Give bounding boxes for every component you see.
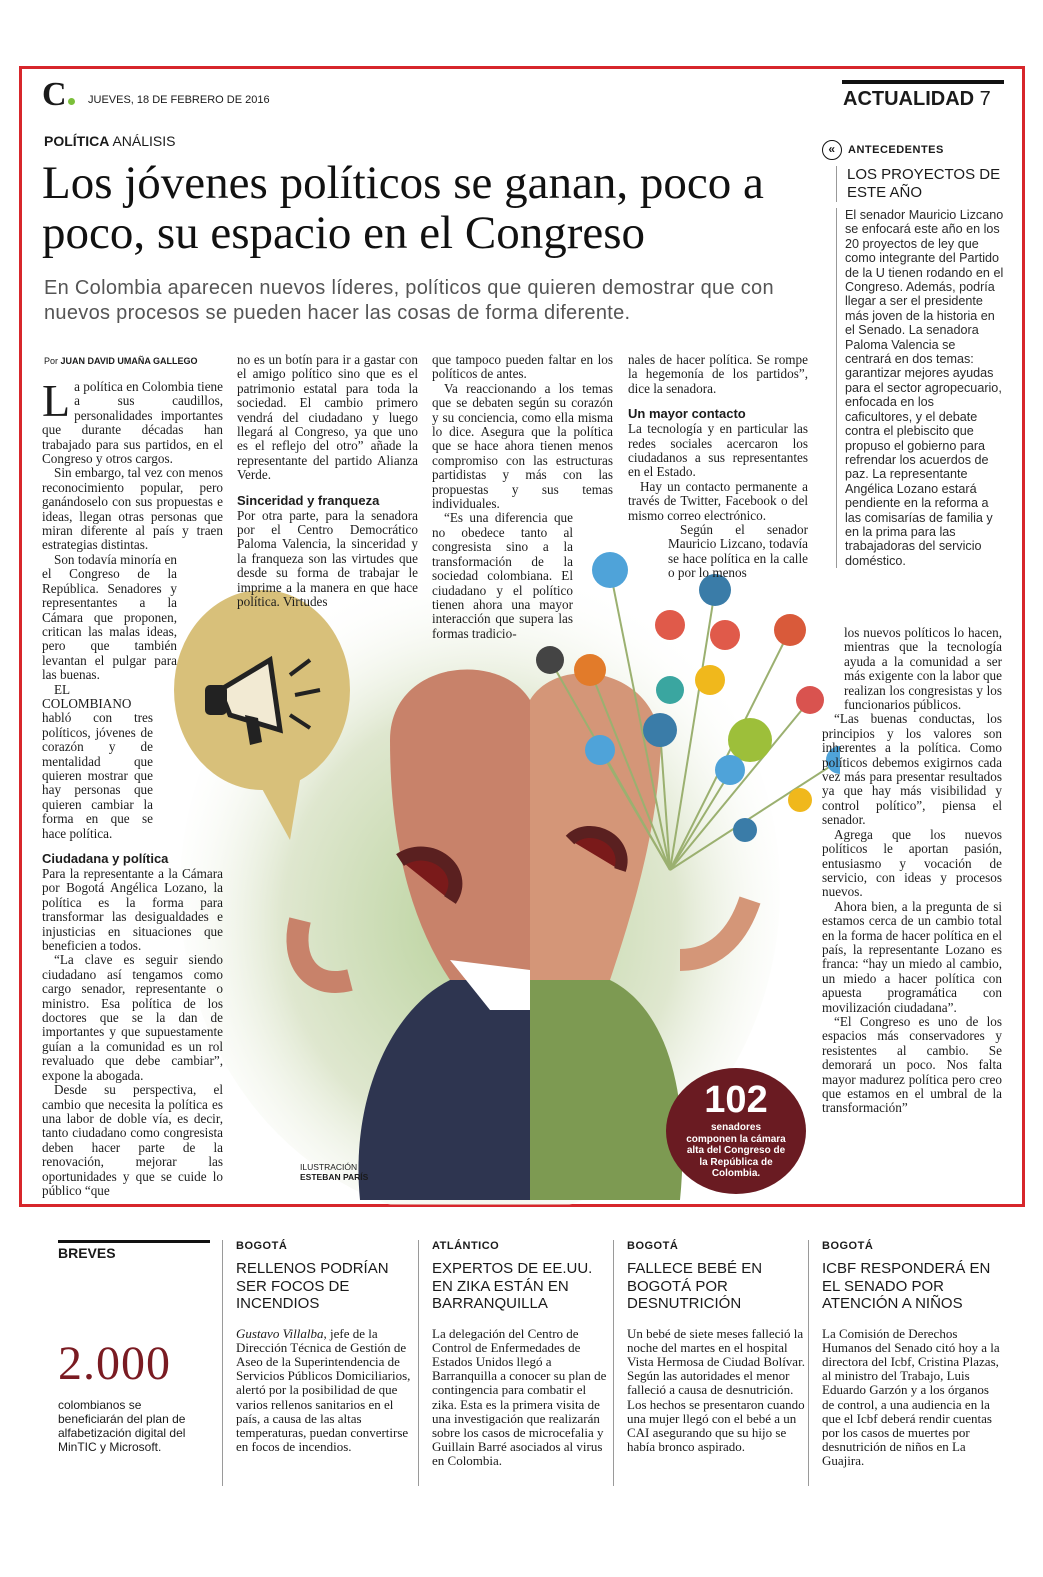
byline-author: JUAN DAVID UMAÑA GALLEGO: [60, 356, 198, 366]
paragraph: Son todavía minoría en el Congreso de la República. Senadores y representantes a la Cámara que proponen, critican las malas ideas, pero que también levantan el pulgar para las buenas.: [42, 551, 177, 683]
breve-item: [822, 1240, 1002, 1469]
breve-body: La delegación del Centro de Control de Enfermedades de Estados Unidos llegó a Barranquilla a conocer su plan de contingencia para combatir el zika. Esta es la primera visita de una investigación que realizarán sobre los casos de microcefalia y Guillain Barré asociados al virus en Colombia.: [432, 1325, 607, 1469]
mail-icon: [710, 620, 740, 650]
subhead: Sinceridad y franqueza: [237, 492, 380, 508]
credit-name: ESTEBAN PARÍS: [300, 1172, 369, 1182]
breve-location: BOGOTÁ: [822, 1240, 874, 1252]
page-number: 7: [979, 88, 991, 110]
kicker: [44, 133, 176, 149]
breve-location: BOGOTÁ: [627, 1240, 679, 1252]
breve-location: BOGOTÁ: [236, 1240, 288, 1252]
logo: [42, 76, 75, 113]
kicker-type: ANÁLISIS: [112, 133, 176, 149]
paragraph: Para la representante a la Cámara por Bogotá Angélica Lozano, la política es la forma para transformar las desigualdades e injusticias en situaciones que beneficien a todos.: [42, 866, 223, 954]
section-name: ACTUALIDAD: [843, 88, 975, 110]
paragraph: “Es una diferencia que no obedece tanto al congresista sino a la transformación de la sociedad colombiana. El ciudadano y el político tienen ahora una mayor interacción que supera las formas tradicio-: [432, 510, 573, 641]
badge-number: 102: [704, 1079, 768, 1121]
breves-stat-number: 2.000: [58, 1337, 171, 1390]
paragraph: La tecnología y en particular las redes sociales acercaron los ciudadanos a sus representantes en el Estado.: [628, 421, 808, 480]
globe-icon: [774, 614, 806, 646]
breve-body: La Comisión de Derechos Humanos del Senado citó hoy a la directora del Icbf, Cristina Plazas, al ministro del Trabajo, Luis Eduardo Garzón y a los órganos de control, a una audiencia en la que el Icbf deberá rendir cuentas por los casos de muertes por desnutrición de niños en La Guajira.: [822, 1325, 1000, 1469]
chevrons-left-icon: «: [822, 140, 842, 160]
sidebar-label-row: [828, 140, 1004, 160]
breves-divider: [808, 1240, 809, 1486]
paragraph: Agrega que los nuevos políticos le aportan pasión, entusiasmo y vocación de servicio, con ideas y procesos nuevos.: [822, 826, 1002, 900]
star-icon: [695, 665, 725, 695]
paragraph: “El Congreso es uno de los espacios más conservadores y resistentes al cambio. Se demorará un poco. Nos falta mayor madurez política pero creo que estamos en el umbral de la transformación”: [822, 1013, 1002, 1116]
paragraph: que tampoco pueden faltar en los políticos de antes.: [432, 352, 613, 382]
breve-item: [627, 1240, 807, 1454]
column-3: [432, 353, 613, 641]
bulb-icon: [788, 788, 812, 812]
breves-label: BREVES: [58, 1240, 210, 1261]
breve-title: EXPERTOS DE EE.UU. EN ZIKA ESTÁN EN BARRANQUILLA: [432, 1260, 593, 1312]
kicker-section: POLÍTICA: [44, 133, 110, 149]
paragraph: Va reaccionando a los temas que se debaten según su corazón y su conciencia, como ella misma lo dice. Asegura que la política que se hace ahora tienen menos compromiso con las estructuras partidistas y más con las propuestas y sus temas individuales.: [432, 380, 613, 512]
phone-icon: [733, 818, 757, 842]
paragraph: Desde su perspectiva, el cambio que necesita la política es una labor de doble vía, es decir, tanto ciudadano como congresista deben hacer parte de la renovación, mejorar las oportunidades y que se cuide lo público “que: [42, 1082, 223, 1198]
breves-divider: [222, 1240, 223, 1486]
chat-icon: [655, 610, 685, 640]
dropcap: L: [42, 375, 71, 426]
section-label: [843, 88, 991, 111]
logo-letter: C: [42, 76, 67, 113]
paragraph: los nuevos políticos lo hacen, mientras que la tecnología ayuda a la comunidad a ser más exigente con la labor que realizan los congresistas y los funcionarios públicos.: [844, 625, 1002, 713]
paragraph: Según el senador Mauricio Lizcano, todavía se hace política en la calle o por lo menos: [668, 522, 808, 581]
paragraph: Hay un contacto permanente a través de Twitter, Facebook o del mismo correo electrónico.: [628, 478, 808, 523]
breve-title: FALLECE BEBÉ EN BOGOTÁ POR DESNUTRICIÓN: [627, 1260, 763, 1312]
link-icon: [796, 686, 824, 714]
paragraph: “Las buenas conductas, los principios y los valores son inherentes a la política. Como políticos debemos exigirnos cada vez más para presentar resultados ya que hay más visibilidad y control político”, piensa el senador.: [822, 711, 1002, 828]
breve-item: [432, 1240, 612, 1469]
document-icon: [728, 718, 772, 762]
section-rule: [842, 80, 1004, 84]
twitter-icon: [715, 755, 745, 785]
byline-prefix: Por: [44, 356, 59, 366]
monitor-icon: [536, 646, 564, 674]
paragraph: no es un botín para ir a gastar con el amigo político sino que es el patrimonio estatal para toda la sociedad. El cambio primero vendrá del ciudadano y luego llegará al Congreso, ya que uno es el reflejo del otro” añade la representante del partido Alianza Verde.: [237, 352, 418, 483]
breve-lead: Gustavo Villalba: [236, 1325, 324, 1341]
paragraph: “La clave es seguir siendo ciudadano así tengamos como cargo senador, representante o ministro. Esa política de los doctores que se la dan de importantes y que supuestamente guían a la comunidad es un rol revaluado que debe cambiar”, expone la abogada.: [42, 952, 223, 1083]
paragraph: Sin embargo, tal vez con menos reconocimiento popular, pero ganándoselo con sus propuestas e ideas, llegan otras personas que miran diferente al país y traen estrategias distintas.: [42, 465, 223, 553]
column-5: [822, 626, 1002, 1116]
video-icon: [643, 713, 677, 747]
breves-stat-text: colombianos se beneficiarán del plan de alfabetización digital del MinTIC y Microsoft.: [58, 1398, 186, 1454]
sidebar-label: ANTECEDENTES: [848, 144, 944, 156]
breve-title: RELLENOS PODRÍAN SER FOCOS DE INCENDIOS: [236, 1260, 389, 1312]
issue-date: JUEVES, 18 DE FEBRERO DE 2016: [88, 94, 270, 106]
breve-text: , jefe de la Dirección Técnica de Gestión de Aseo de la Superintendencia de Servicios Públicos Domiciliarios, alertó por la posibilidad de que varios rellenos sanitarios en el país, a causa de las altas temperaturas, puedan convertirse en focos de incendios.: [236, 1325, 411, 1455]
breve-location: ATLÁNTICO: [432, 1240, 500, 1252]
sidebar-body: El senador Mauricio Lizcano se enfocará este año en los 20 proyectos de ley que como integrante del Partido de la U tienen rodando en el Congreso. Además, podría llegar a ser el presidente más joven de la historia en el Senado. La senadora Paloma Valencia se centrará en dos temas: garantizar mejores ayudas para el sector agropecuario, enfocada en los caficultores, y el debate contra el plebiscito que propuso el gobierno para refrendar los acuerdos de paz. La representante Angélica Lozano estará pendiente en la reforma a las comisarías de familia y en la prima para las trabajadoras del servicio doméstico.: [836, 208, 1004, 568]
deck: En Colombia aparecen nuevos líderes, políticos que quieren demostrar que con nuevos procesos se pueden hacer las cosas de forma diferente.: [44, 277, 774, 324]
illustration-credit: [300, 1162, 368, 1182]
headline: Los jóvenes políticos se ganan, poco a poco, su espacio en el Congreso: [42, 157, 764, 259]
badge-text: senadores componen la cámara alta del Congreso de la República de Colombia.: [686, 1122, 786, 1179]
paragraph: Por otra parte, para la senadora por el Centro Democrático Paloma Valencia, la sinceridad y la franqueza son las virtudes que desde su forma de trabajar le imprime a la manera en que hace política. Virtudes: [237, 507, 418, 610]
stat-badge: [666, 1068, 806, 1194]
sidebar-antecedentes: [828, 140, 1004, 568]
rss-icon: [574, 654, 606, 686]
breve-body: [236, 1327, 416, 1455]
paragraph: EL COLOMBIANO habló con tres políticos, jóvenes de corazón y de mentalidad que quieren mostrar que hay personas que quieren cambiar la forma en que se hace política.: [42, 681, 153, 841]
breves-divider: [418, 1240, 419, 1486]
byline: [44, 356, 198, 366]
breves-divider: [613, 1240, 614, 1486]
column-4: [628, 353, 808, 581]
breve-item: [236, 1240, 416, 1454]
paragraph: a política en Colombia tiene a sus caudillos, personalidades importantes que durante décadas han trabajado para sus partidos, en el Congreso y otros cargos.: [42, 379, 223, 467]
share-icon: [656, 676, 684, 704]
subhead: Ciudadana y política: [42, 851, 169, 866]
subhead: Un mayor contacto: [628, 406, 746, 422]
sidebar-title: LOS PROYECTOS DE ESTE AÑO: [836, 166, 1004, 202]
column-2: [237, 353, 418, 610]
paragraph: Ahora bien, a la pregunta de si estamos cerca de un cambio total en la forma de hacer política en el país, la representante Lozano es franca: “hay un miedo al cambio, un miedo a hacer política con apuesta programática con movilización ciudadana”.: [822, 898, 1002, 1015]
credit-label: ILUSTRACIÓN: [300, 1162, 358, 1172]
logo-dot-icon: [68, 98, 75, 105]
user-icon: [585, 735, 615, 765]
breve-title: ICBF RESPONDERÁ EN EL SENADO POR ATENCIÓN A NIÑOS: [822, 1260, 991, 1312]
column-1: [42, 375, 223, 1198]
breve-body: Un bebé de siete meses falleció la noche del martes en el hospital Vista Hermosa de Ciudad Bolívar. Según las autoridades el menor falleció a causa de desnutrición. Los hechos se presentaron cuando una mujer llegó con el bebé a un CAI asegurando que su hijo se había bronco aspirado.: [627, 1325, 805, 1455]
paragraph: nales de hacer política. Se rompe la hegemonía de los partidos”, dice la senadora.: [628, 352, 808, 396]
